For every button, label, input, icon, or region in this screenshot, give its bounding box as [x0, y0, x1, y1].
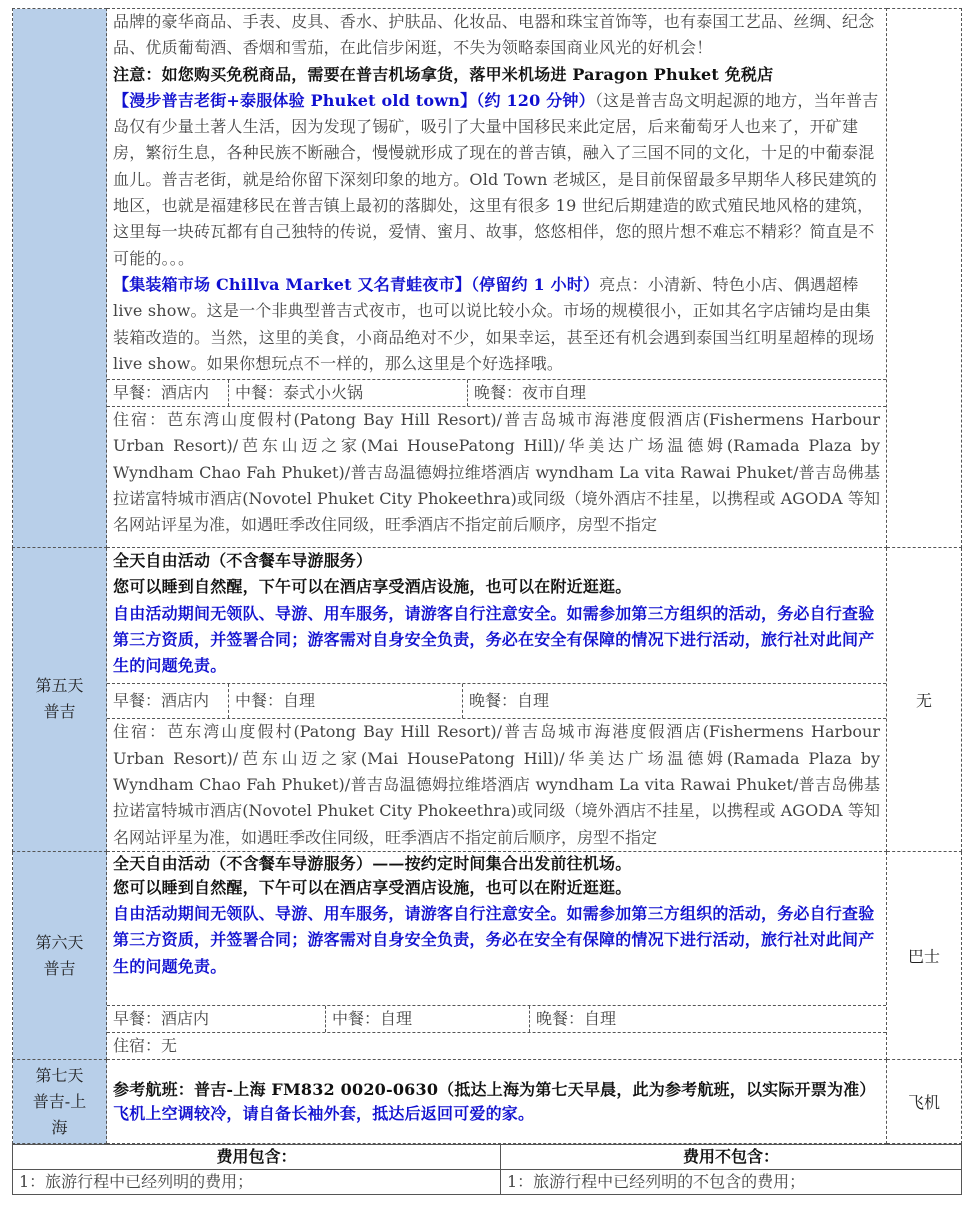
day5-transport-cell: 无	[887, 548, 962, 852]
day6-stay: 住宿：无	[107, 1032, 886, 1059]
day4-stay: 住宿：芭东湾山度假村(Patong Bay Hill Resort)/普吉岛城市海港度假酒店(Fishermens Harbour Urban Resort)/芭东山迈之家(Mai HousePatong Hill)/华美达广场温德姆(Ramada Plaza by Wyndham Chao Fah Phuket)/普吉岛温德姆拉维塔酒店 wyndham La vita Rawai Phuket/普吉岛佛基拉诺富特城市酒店(Novotel Phuket City Phokeethra)或同级（境外酒店不挂星，以携程或 AGODA 等知名网站评星为准，如遇旺季改住同级，旺季酒店不指定前后顺序，房型不指定	[107, 406, 886, 538]
day6-row	[13, 851, 962, 1059]
day5-stay: 住宿：芭东湾山度假村(Patong Bay Hill Resort)/普吉岛城市海港度假酒店(Fishermens Harbour Urban Resort)/芭东山迈之家(Mai HousePatong Hill)/华美达广场温德姆(Ramada Plaza by Wyndham Chao Fah Phuket)/普吉岛温德姆拉维塔酒店 wyndham La vita Rawai Phuket/普吉岛佛基拉诺富特城市酒店(Novotel Phuket City Phokeethra)或同级（境外酒店不挂星，以携程或 AGODA 等知名网站评星为准，如遇旺季改住同级，旺季酒店不指定前后顺序，房型不指定	[107, 718, 886, 850]
day4-market-paragraph	[107, 272, 886, 377]
fees-table	[12, 1144, 962, 1195]
day6-transport-cell: 巴士	[887, 851, 962, 1059]
day5-meals	[107, 683, 886, 718]
day7-transport-cell: 飞机	[887, 1060, 962, 1144]
day5-label-day: 第五天	[35, 676, 84, 696]
day6-content-cell	[107, 851, 887, 1059]
day4-label-cell	[13, 9, 107, 548]
day6-dinner: 晚餐：自理	[529, 1006, 622, 1032]
day4-oldtown-text: （这是普吉岛文明起源的地方，当年普吉岛仅有少量土著人生活，因为发现了锡矿，吸引了大量中国移民来此定居，后来葡萄牙人也来了，开矿建房，繁衍生息，各种民族不断融合，慢慢就形成了现在的普吉镇，融入了三国不同的文化，十足的中葡泰混血儿。普吉老街，就是给你留下深刻印象的地方。Old Town 老城区，是目前保留最多早期华人移民建筑的地区，也就是福建移民在普吉镇上最初的落脚处，这里有很多 19 世纪后期建造的欧式殖民地风格的建筑，这里每一块砖瓦都有自己独特的传说，爱情、蜜月、故事，悠悠相伴，您的照片想不难忘不精彩？简直是不可能的。。。	[113, 90, 879, 268]
fees-excluded-1: 1：旅游行程中已经列明的不包含的费用；	[501, 1170, 962, 1195]
day5-line2: 您可以睡到自然醒，下午可以在酒店享受酒店设施，也可以在附近逛逛。	[113, 577, 632, 597]
day7-note: 飞机上空调较冷，请自备长袖外套，抵达后返回可爱的家。	[113, 1103, 535, 1123]
day6-breakfast: 早餐：酒店内	[113, 1008, 210, 1028]
day4-meals	[107, 379, 886, 406]
day6-meals	[107, 1005, 886, 1032]
day7-flight: 参考航班：普吉-上海 FM832 0020-0630（抵达上海为第七天早晨，此为参考航班，以实际开票为准）	[113, 1079, 876, 1099]
day7-label-place1: 普吉-上	[32, 1091, 87, 1111]
day7-label-cell	[13, 1060, 107, 1144]
day5-lunch: 中餐：自理	[228, 684, 462, 718]
day4-oldtown-paragraph	[107, 88, 886, 272]
day7-label-place2: 海	[51, 1117, 68, 1137]
day4-breakfast: 早餐：酒店内	[113, 383, 210, 403]
day4-market-text: 亮点：小清新、特色小店、偶遇超棒 live show。这是一个非典型普吉式夜市，也可以说比较小众。市场的规模很小，正如其名字店铺均是由集装箱改造的。当然，这里的美食，小商品绝对不少，如果幸运，甚至还有机会遇到泰国当红明星超棒的现场 live show。如果你想玩点不一样的，那么这里是个好选择哦。	[113, 274, 875, 373]
day5-dinner: 晚餐：自理	[462, 684, 555, 718]
day4-content-cell	[107, 9, 887, 548]
day7-row	[13, 1060, 962, 1144]
fees-included-1: 1：旅游行程中已经列明的费用；	[13, 1170, 501, 1195]
day6-warning: 自由活动期间无领队、导游、用车服务，请游客自行注意安全。如需参加第三方组织的活动，务必自行查验第三方资质，并签署合同；游客需对自身安全负责，务必在安全有保障的情况下进行活动，旅行社对此间产生的问题免责。	[113, 903, 875, 976]
itinerary-table	[12, 8, 962, 1144]
day6-label-cell	[13, 851, 107, 1059]
fees-head-row	[13, 1145, 962, 1170]
day4-oldtown-title: 【漫步普吉老街+泰服体验 Phuket old town】（约 120 分钟）	[113, 90, 595, 110]
day7-content-cell	[107, 1060, 887, 1144]
day6-label-place: 普吉	[43, 958, 76, 978]
day6-line2: 您可以睡到自然醒，下午可以在酒店享受酒店设施，也可以在附近逛逛。	[113, 878, 632, 898]
day4-intro-text: 品牌的豪华商品、手表、皮具、香水、护肤品、化妆品、电器和珠宝首饰等，也有泰国工艺品、丝绸、纪念品、优质葡萄酒、香烟和雪茄，在此信步闲逛，不失为领略泰国商业风光的好机会！	[113, 12, 875, 58]
day4-notice: 注意：如您购买免税商品，需要在普吉机场拿货，落甲米机场进 Paragon Phuket 免税店	[113, 64, 774, 84]
itinerary-page	[12, 8, 961, 1195]
day4-dinner: 晚餐：夜市自理	[467, 380, 592, 406]
day5-label-place: 普吉	[43, 702, 76, 722]
day4-lunch: 中餐：泰式小火锅	[228, 380, 467, 406]
day5-breakfast: 早餐：酒店内	[113, 691, 210, 711]
day4-market-title: 【集装箱市场 Chillva Market 又名青蛙夜市】（停留约 1 小时）	[113, 274, 600, 294]
day5-line1: 全天自由活动（不含餐车导游服务）	[113, 551, 373, 570]
day6-lunch: 中餐：自理	[325, 1006, 529, 1032]
fees-excluded-head: 费用不包含：	[501, 1145, 962, 1170]
day4-transport-cell	[887, 9, 962, 548]
fees-row-1	[13, 1170, 962, 1195]
fees-included-head: 费用包含：	[13, 1145, 501, 1170]
day5-row	[13, 548, 962, 852]
day5-label-cell	[13, 548, 107, 852]
day5-warning: 自由活动期间无领队、导游、用车服务，请游客自行注意安全。如需参加第三方组织的活动，务必自行查验第三方资质，并签署合同；游客需对自身安全负责，务必在安全有保障的情况下进行活动，旅行社对此间产生的问题免责。	[113, 603, 875, 676]
day5-content-cell	[107, 548, 887, 852]
day6-line1: 全天自由活动（不含餐车导游服务）——按约定时间集合出发前往机场。	[113, 853, 632, 873]
day7-label-day: 第七天	[35, 1065, 84, 1085]
day4-row	[13, 9, 962, 548]
day6-label-day: 第六天	[35, 932, 84, 952]
